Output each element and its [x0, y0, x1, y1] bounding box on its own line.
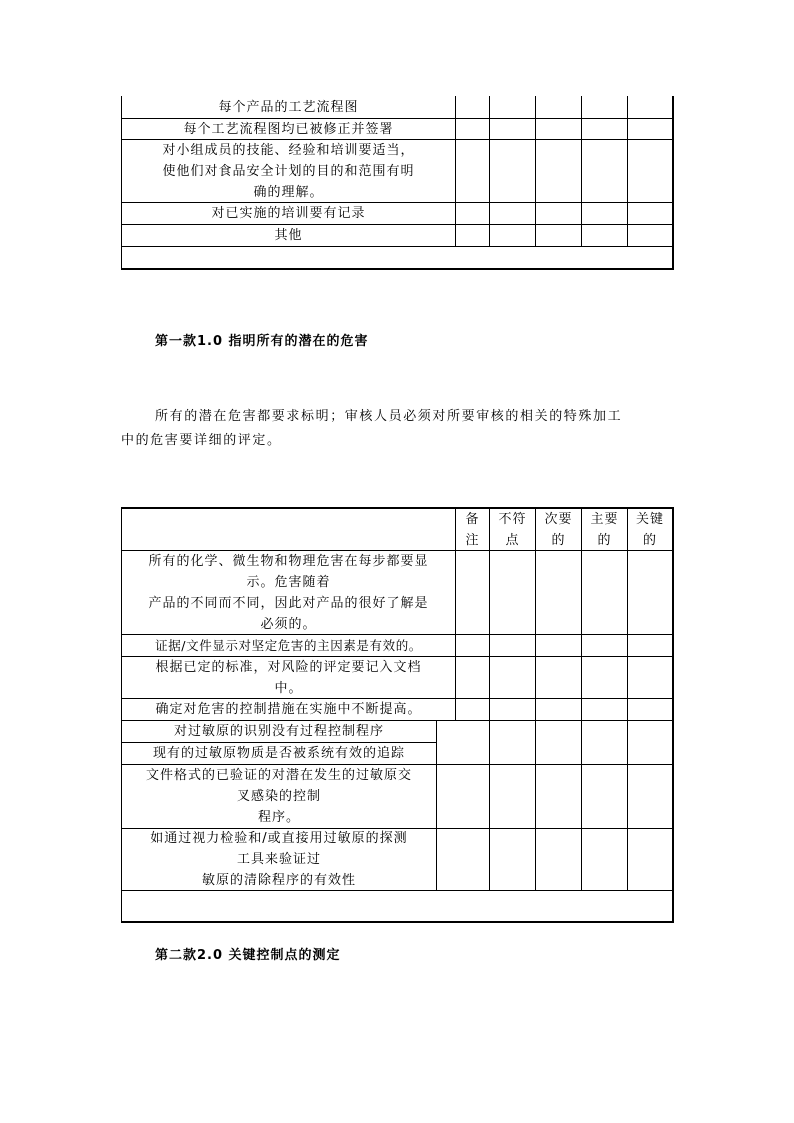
paragraph-line: 中的危害要详细的评定。 — [121, 433, 282, 448]
column-header-major — [582, 509, 627, 550]
col-divider — [436, 720, 437, 890]
row-text: 如通过视力检验和/或直接用过敏原的探测 — [150, 831, 408, 846]
row-text: 对过敏原的识别没有过程控制程序 — [173, 724, 384, 739]
table-row — [122, 829, 436, 890]
table-border-right — [672, 96, 674, 269]
row-text: 对小组成员的技能、经验和培训要适当， — [162, 142, 415, 158]
header-text: 注 — [465, 532, 480, 548]
row-text: 对已实施的培训要有记录 — [211, 206, 366, 221]
header-text: 的 — [551, 532, 566, 548]
table-row — [122, 699, 455, 720]
row-text: 确的理解。 — [253, 184, 324, 200]
row-text: 现有的过敏原物质是否被系统有效的追踪 — [152, 746, 405, 761]
row-text: 每个工艺流程图均已被修正并签署 — [183, 121, 394, 137]
row-text: 使他们对食品安全计划的目的和范围有明 — [162, 163, 415, 179]
header-text: 备 — [465, 511, 480, 527]
table-row — [122, 635, 455, 656]
row-text: 工具来验证过 — [236, 852, 321, 867]
column-header-nonconformity — [490, 509, 535, 550]
table-border-bottom — [121, 268, 674, 270]
col-divider — [627, 96, 628, 246]
row-text: 程序。 — [257, 810, 300, 825]
header-text: 次要 — [544, 511, 573, 527]
table-row — [122, 203, 455, 224]
col-divider — [489, 507, 490, 890]
table-border-right — [672, 507, 674, 923]
row-text: 其他 — [274, 228, 303, 243]
row-text: 示。危害随着 — [246, 574, 331, 590]
header-text: 的 — [642, 532, 657, 548]
header-text: 不符 — [498, 511, 527, 527]
header-text: 的 — [597, 532, 612, 548]
col-divider — [627, 507, 628, 890]
table-row — [122, 225, 455, 246]
table-row — [122, 657, 455, 698]
col-divider — [535, 507, 536, 890]
table-row — [122, 551, 455, 634]
table-row — [122, 765, 436, 828]
col-divider — [581, 507, 582, 890]
row-text: 必须的。 — [260, 616, 317, 632]
row-text: 叉感染的控制 — [236, 789, 321, 804]
row-text: 所有的化学、微生物和物理危害在每步都要显 — [148, 553, 429, 569]
row-text: 中。 — [274, 680, 303, 696]
header-text: 主要 — [590, 511, 619, 527]
table-row — [122, 721, 436, 742]
col-divider — [535, 96, 536, 246]
row-text: 确定对危害的控制措施在实施中不断提高。 — [155, 702, 422, 717]
row-text: 证据/文件显示对坚定危害的主因素是有效的。 — [155, 638, 422, 653]
row-text: 根据已定的标准，对风险的评定要记入文档 — [155, 659, 422, 675]
table-row — [122, 119, 455, 139]
header-text: 关键 — [635, 511, 664, 527]
col-divider — [581, 96, 582, 246]
col-divider — [455, 96, 456, 246]
table-row — [122, 140, 455, 202]
row-divider — [121, 246, 674, 247]
column-header-critical — [628, 509, 672, 550]
col-divider — [489, 96, 490, 246]
table-border-bottom — [121, 921, 674, 923]
paragraph-line: 所有的潜在危害都要求标明；审核人员必须对所要审核的相关的特殊加工 — [155, 409, 623, 424]
column-header-minor — [536, 509, 581, 550]
header-text: 点 — [505, 532, 520, 548]
row-text: 文件格式的已验证的对潜在发生的过敏原交 — [145, 768, 412, 783]
row-text: 每个产品的工艺流程图 — [218, 99, 359, 115]
column-header-remarks — [456, 509, 489, 550]
section-heading: 第一款1.0 指明所有的潜在的危害 — [155, 334, 369, 349]
table-row — [122, 96, 455, 118]
row-text: 产品的不同而不同，因此对产品的很好了解是 — [148, 595, 429, 611]
table-row — [122, 743, 436, 764]
section-heading: 第二款2.0 关键控制点的测定 — [155, 948, 341, 963]
row-text: 敏原的清除程序的有效性 — [201, 873, 356, 888]
